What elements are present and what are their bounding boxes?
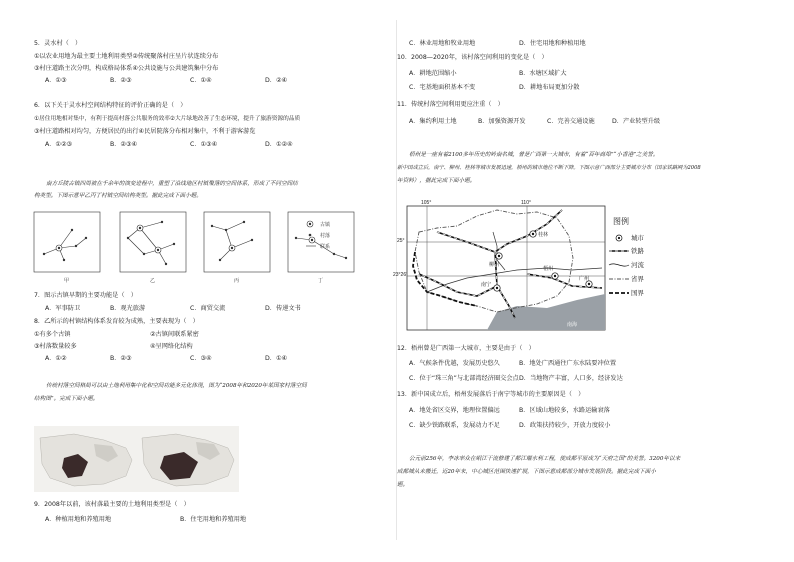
map-legend-national-border: 国界 (631, 290, 644, 297)
q9-option-a[interactable]: A．种植用地和养殖用地 (45, 516, 112, 523)
q13-option-d[interactable]: D．政策扶持较少，开放力度较小 (519, 422, 611, 429)
q5-option-a[interactable]: A．①③ (45, 77, 67, 84)
q12-option-d[interactable]: D．当地物产丰富，人口多，经济发达 (519, 375, 623, 382)
map-legend-river: 河流 (631, 262, 644, 269)
map-legend (609, 216, 629, 293)
sea-label: 南海 (567, 322, 578, 328)
q12-option-b[interactable]: B．地处广西通往广东水陆要冲位置 (519, 360, 617, 367)
guangxi-city-map (393, 196, 667, 336)
q5-stem: 5．灵水村（ ） (34, 40, 82, 47)
q5-item: ③村庄道路主次分明，构成格局体系④公共设施与公共建筑集中分布 (34, 65, 219, 72)
q10-option-a[interactable]: A．耕地范围缩小 (409, 70, 457, 77)
diagram-panel-ding (288, 212, 354, 272)
intro-paragraph: 传统村落空间格局可以由土地利用集中化和空间功能多元化体现，图为“2008年和2020年某国家村落空间 (46, 383, 307, 389)
q12-stem: 12．梧州曾是广西第一大城市，主要是由于（ ） (397, 345, 535, 352)
map-legend-railway: 铁路 (631, 248, 644, 255)
q6-option-a[interactable]: A．①②③ (45, 141, 73, 148)
q6-stem: 6．以下关于灵水村空间结构特征的评价正确的是（ ） (34, 102, 187, 109)
diagram-label-ding: 丁 (318, 278, 324, 284)
q13-option-c[interactable]: C．缺少铁路联系，发展动力不足 (409, 422, 500, 429)
q6-item: ③村庄道路相对均匀，方便居民的出行④民居院落分布相对集中，不利于游客游览 (34, 128, 256, 135)
q10-option-c[interactable]: C．宅基地面积基本不变 (409, 84, 476, 91)
q7-option-b[interactable]: B．观光旅游 (110, 305, 146, 312)
q9-option-c[interactable]: C．林业用地和牧业用地 (409, 40, 476, 47)
q7-option-a[interactable]: A．军事防卫 (45, 305, 81, 312)
q10-option-b[interactable]: B．水塘区域扩大 (519, 70, 567, 77)
q6-option-d[interactable]: D．①②④ (265, 141, 293, 148)
q9-stem: 9．2008年以前，该村落最主要的土地利用类型是（ ） (34, 501, 190, 508)
lon-label-105: 105° (421, 200, 432, 206)
q8-item: ④呈网络化结构 (150, 343, 193, 350)
diagram-label-bing: 丙 (234, 278, 240, 284)
intro-paragraph: 公元前256年，李冰率众在岷江干流修建了都江堰水利工程，使成都平原成为“天府之国”的美誉。3200年以来 (409, 456, 681, 462)
q8-stem: 8．乙所示的村镇结构体系发育较为成熟，主要表现为（ ） (34, 318, 199, 325)
intro-paragraph: 新中国成立后，南宁、柳州、桂林等城市发展迅速，梧州的城市地位不断下降。下图示意广西部分主要城市分布（国家铁路网为2008 (397, 165, 701, 171)
legend-label-link: 联系 (320, 244, 331, 250)
q9-option-b[interactable]: B．住宅用地和养殖用地 (180, 516, 247, 523)
q6-option-c[interactable]: C．①③④ (190, 141, 218, 148)
q11-option-b[interactable]: B．加强资源开发 (478, 118, 526, 125)
q8-item: ②古镇间联系紧密 (150, 331, 199, 338)
q8-item: ③村落数量较多 (34, 343, 77, 350)
q7-stem: 7．图示古镇早期的主要功能是（ ） (34, 292, 137, 299)
city-label-guilin: 桂林 (538, 232, 549, 238)
map-legend-city: 城市 (631, 235, 644, 242)
lat-label-25: 25° (397, 238, 405, 244)
q10-option-d[interactable]: D．耕地布局更加分散 (519, 84, 580, 91)
city-label-nanning: 南宁 (481, 282, 492, 288)
q11-stem: 11．传统村落空间利用更应注重（ ） (397, 101, 504, 108)
q5-option-b[interactable]: B．②③ (110, 77, 132, 84)
q9-option-d[interactable]: D．住宅用地和种植用地 (519, 40, 586, 47)
intro-paragraph: 南方丘陵古镇四周被在千余年的演变进程中，重塑了沿线地区村镇聚落的空间体系，形成了不同空间结 (46, 181, 298, 187)
intro-paragraph: 年资料），据此完成下面小题。 (397, 178, 476, 184)
diagram-panel-jia (34, 212, 100, 272)
intro-paragraph: 成都城从未搬迁，近20年来，中心城区范围快速扩展，下图示意成都部分城市发展阶段。据此完成下面小 (397, 469, 656, 475)
city-label-liuzhou: 柳州 (489, 262, 500, 268)
intro-paragraph: 题。 (397, 482, 409, 488)
diagram-label-jia: 甲 (64, 278, 70, 284)
intro-paragraph: 梧州是一座有着2100多年历史的岭南名城，曾是广西第一大城市，有着“百年商埠”“小香港”之美誉。 (409, 152, 659, 158)
diagram-panel-bing (204, 212, 270, 272)
q13-option-a[interactable]: A．地处省区交界，地理位置偏远 (409, 407, 500, 414)
city-label-wuzhou: 梧州 (543, 266, 554, 272)
q8-option-a[interactable]: A．①② (45, 355, 67, 362)
q8-item: ①有多个古镇 (34, 331, 71, 338)
intro-paragraph: 构类型。下图示意甲乙丙丁村镇空间结构类型。据此完成下面小题。 (34, 193, 202, 199)
q12-option-a[interactable]: A．气候条件优越，发展历史悠久 (409, 360, 500, 367)
q13-option-b[interactable]: B．区域山地较多，水路运输衰落 (519, 407, 610, 414)
q8-option-c[interactable]: C．③④ (190, 355, 212, 362)
map-legend-title: 图例 (613, 217, 629, 226)
village-structure-diagram (34, 210, 364, 286)
q7-option-c[interactable]: C．商贸交流 (190, 305, 226, 312)
q8-option-d[interactable]: D．①④ (265, 355, 288, 362)
intro-paragraph: 结构图”。完成下面小题。 (34, 396, 99, 402)
q5-item: ①以农业用地为最主要土地利用类型②传统聚落村庄呈片状连续分布 (34, 53, 219, 60)
q6-option-b[interactable]: B．②③④ (110, 141, 138, 148)
legend-label-town: 古镇 (320, 222, 331, 228)
q10-stem: 10．2008—2020年，该村落空间利用的变化是（ ） (397, 54, 548, 61)
diagram-label-yi: 乙 (150, 278, 156, 284)
q12-option-c[interactable]: C．位于“珠三角”与北部湾经济圈交会点 (409, 375, 519, 382)
q6-item: ①居住用地相对集中，有利于提高村落公共服务的效率②大片绿地改善了生态环境，提升了旅游资源的品质 (34, 116, 301, 122)
legend-label-village: 村落 (320, 233, 331, 239)
lat-label-2326: 23°26′ (393, 272, 408, 278)
city-label-guangzhou: 广州 (579, 276, 590, 282)
q8-option-b[interactable]: B．②③ (110, 355, 132, 362)
q11-option-a[interactable]: A．集约利用土地 (409, 118, 457, 125)
village-land-use-maps (34, 426, 239, 492)
map-legend-province-border: 省界 (631, 276, 644, 283)
q13-stem: 13．新中国成立后，梧州发展落后于南宁等城市的主要原因是（ ） (397, 391, 585, 398)
diagram-panel-yi (120, 212, 186, 272)
q7-option-d[interactable]: D．传递文书 (265, 305, 301, 312)
q11-option-c[interactable]: C．完善交通设施 (547, 118, 595, 125)
q11-option-d[interactable]: D．产业转型升级 (612, 118, 661, 125)
q5-option-c[interactable]: C．①④ (190, 77, 212, 84)
q5-option-d[interactable]: D．②④ (265, 77, 288, 84)
lon-label-110: 110° (521, 200, 531, 206)
